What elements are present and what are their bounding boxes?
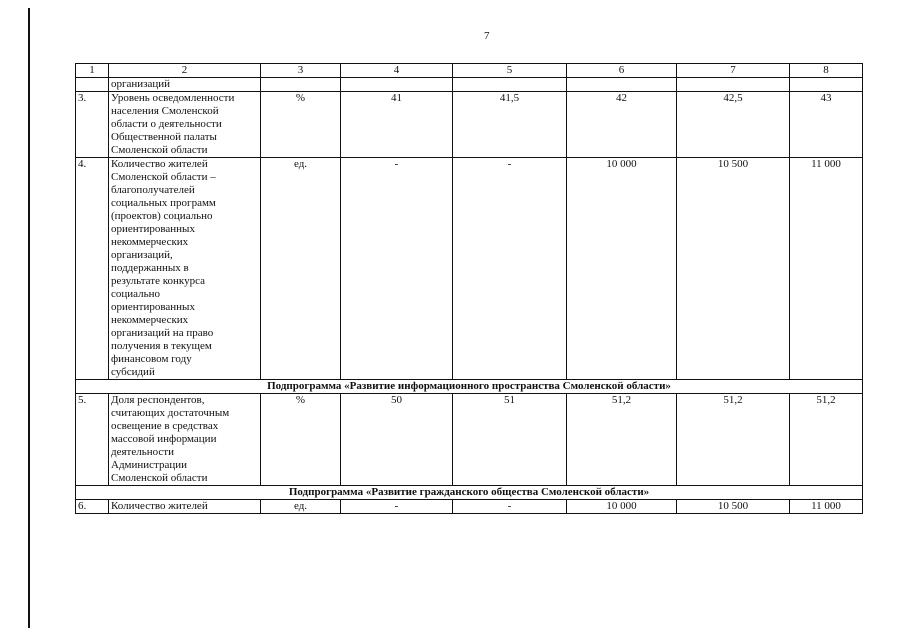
column-number-row — [76, 64, 863, 78]
indicator-name-line: (проектов) социально — [111, 210, 213, 222]
indicators-table — [75, 63, 863, 514]
row-number-cell: 5. — [76, 394, 109, 486]
empty-cell — [261, 78, 341, 92]
row-number-cell: 3. — [76, 92, 109, 158]
value-cell: - — [341, 500, 453, 514]
indicator-name-line: некоммерческих — [111, 314, 189, 326]
value-cell: 10 500 — [677, 158, 790, 380]
value-cell: 41 — [341, 92, 453, 158]
subprogram-title: Подпрограмма «Развитие гражданского общества Смоленской области» — [76, 486, 863, 500]
value-cell: - — [453, 500, 567, 514]
column-number-cell: 6 — [567, 64, 677, 78]
indicator-name-line: Количество жителей — [111, 500, 208, 512]
indicator-name-line: организаций на право — [111, 327, 214, 339]
empty-cell — [790, 78, 863, 92]
column-number-cell: 4 — [341, 64, 453, 78]
indicator-name-line: получения в текущем — [111, 340, 212, 352]
indicator-name-line: населения Смоленской — [111, 105, 219, 117]
unit-cell: ед. — [261, 500, 341, 514]
value-cell: 11 000 — [790, 158, 863, 380]
indicator-name-line: считающих достаточным — [111, 407, 230, 419]
indicator-row — [76, 92, 863, 158]
indicator-row — [76, 158, 863, 380]
unit-cell: % — [261, 92, 341, 158]
indicator-name-line: Общественной палаты — [111, 131, 217, 143]
indicator-name-line: деятельности — [111, 446, 174, 458]
page-number: 7 — [484, 30, 490, 42]
indicator-name-line: ориентированных — [111, 301, 195, 313]
indicator-row — [76, 500, 863, 514]
empty-cell — [341, 78, 453, 92]
column-number-cell: 2 — [109, 64, 261, 78]
indicator-row — [76, 394, 863, 486]
value-cell: 51,2 — [567, 394, 677, 486]
indicator-name-line: Смоленской области — [111, 144, 208, 156]
row-number-cell: 4. — [76, 158, 109, 380]
continued-text-cell: организаций — [109, 78, 261, 92]
row-number-cell: 6. — [76, 500, 109, 514]
value-cell: - — [453, 158, 567, 380]
indicator-name-line: Смоленской области – — [111, 171, 216, 183]
value-cell: 51 — [453, 394, 567, 486]
margin-rule — [28, 8, 30, 628]
unit-cell: % — [261, 394, 341, 486]
indicator-name-line: финансовом году — [111, 353, 192, 365]
indicator-name-line: благополучателей — [111, 184, 195, 196]
indicator-name-cell — [109, 500, 261, 514]
value-cell: 50 — [341, 394, 453, 486]
column-number-cell: 7 — [677, 64, 790, 78]
indicator-name-line: Количество жителей — [111, 158, 208, 170]
indicator-name-line: некоммерческих — [111, 236, 189, 248]
subprogram-title: Подпрограмма «Развитие информационного пространства Смоленской области» — [76, 380, 863, 394]
indicator-name-line: социальных программ — [111, 197, 216, 209]
column-number-cell: 8 — [790, 64, 863, 78]
indicator-name-cell — [109, 158, 261, 380]
indicator-name-line: результате конкурса — [111, 275, 205, 287]
indicator-name-line: социально — [111, 288, 161, 300]
indicator-name-cell — [109, 394, 261, 486]
indicator-name-line: организаций, — [111, 249, 173, 261]
unit-cell: ед. — [261, 158, 341, 380]
indicator-name-line: поддержанных в — [111, 262, 189, 274]
indicator-name-line: области о деятельности — [111, 118, 222, 130]
indicator-name-line: субсидий — [111, 366, 155, 378]
column-number-cell: 5 — [453, 64, 567, 78]
continuation-row — [76, 78, 863, 92]
value-cell: 51,2 — [790, 394, 863, 486]
empty-cell — [677, 78, 790, 92]
value-cell: 10 000 — [567, 500, 677, 514]
subprogram-row — [76, 380, 863, 394]
indicator-name-line: ориентированных — [111, 223, 195, 235]
value-cell: 42 — [567, 92, 677, 158]
value-cell: 42,5 — [677, 92, 790, 158]
value-cell: 10 500 — [677, 500, 790, 514]
indicator-name-cell — [109, 92, 261, 158]
indicator-name-line: Смоленской области — [111, 472, 208, 484]
value-cell: 43 — [790, 92, 863, 158]
value-cell: 51,2 — [677, 394, 790, 486]
value-cell: - — [341, 158, 453, 380]
empty-cell — [567, 78, 677, 92]
value-cell: 10 000 — [567, 158, 677, 380]
indicator-name-line: массовой информации — [111, 433, 217, 445]
column-number-cell: 3 — [261, 64, 341, 78]
indicator-name-line: Администрации — [111, 459, 188, 471]
empty-cell — [453, 78, 567, 92]
indicator-name-line: Доля респондентов, — [111, 394, 205, 406]
indicator-name-line: Уровень осведомленности — [111, 92, 235, 104]
empty-cell — [76, 78, 109, 92]
indicator-name-line: освещение в средствах — [111, 420, 219, 432]
value-cell: 11 000 — [790, 500, 863, 514]
column-number-cell: 1 — [76, 64, 109, 78]
value-cell: 41,5 — [453, 92, 567, 158]
subprogram-row — [76, 486, 863, 500]
